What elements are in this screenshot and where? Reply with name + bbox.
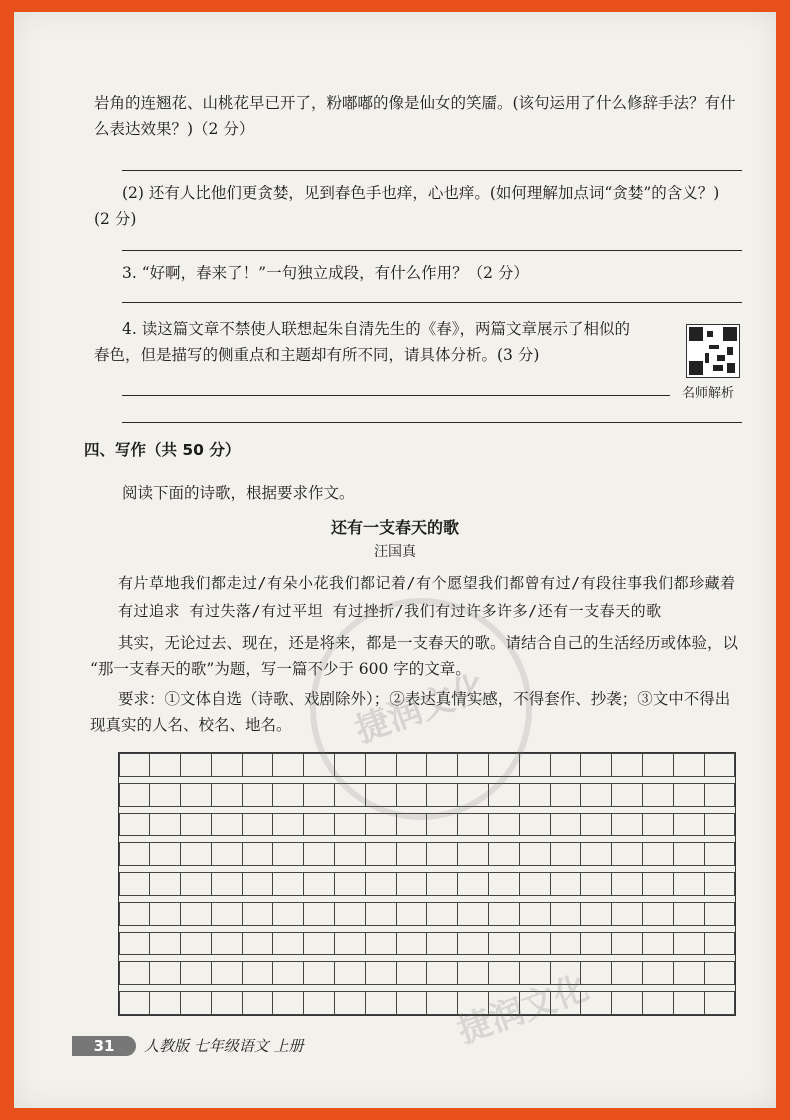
grid-cell[interactable]	[642, 872, 674, 896]
grid-cell[interactable]	[119, 842, 151, 866]
grid-cell[interactable]	[580, 842, 612, 866]
grid-cell[interactable]	[119, 961, 151, 985]
grid-cell[interactable]	[426, 961, 458, 985]
grid-cell[interactable]	[611, 961, 643, 985]
grid-cell[interactable]	[180, 932, 212, 956]
grid-cell[interactable]	[119, 902, 151, 926]
poem-line-2: 有过追求 有过失落/有过平坦 有过挫折/我们有过许多许多/还有一支春天的歌	[118, 602, 662, 620]
grid-cell[interactable]	[334, 991, 366, 1015]
grid-cell[interactable]	[272, 932, 304, 956]
grid-cell[interactable]	[519, 961, 551, 985]
grid-cell[interactable]	[180, 902, 212, 926]
grid-cell[interactable]	[611, 932, 643, 956]
grid-cell[interactable]	[704, 872, 736, 896]
question-4-line1: 4. 读这篇文章不禁使人联想起朱自清先生的《春》，两篇文章展示了相似的	[122, 320, 630, 338]
grid-cell[interactable]	[180, 991, 212, 1015]
grid-cell[interactable]	[396, 842, 428, 866]
grid-cell[interactable]	[365, 961, 397, 985]
grid-cell[interactable]	[149, 902, 181, 926]
grid-cell[interactable]	[396, 991, 428, 1015]
grid-cell[interactable]	[704, 813, 736, 837]
grid-cell[interactable]	[550, 783, 582, 807]
grid-cell[interactable]	[488, 902, 520, 926]
grid-cell[interactable]	[704, 961, 736, 985]
grid-cell[interactable]	[550, 991, 582, 1015]
grid-cell[interactable]	[242, 842, 274, 866]
grid-cell[interactable]	[488, 991, 520, 1015]
grid-cell[interactable]	[673, 872, 705, 896]
grid-cell[interactable]	[211, 783, 243, 807]
grid-cell[interactable]	[426, 813, 458, 837]
grid-cell[interactable]	[611, 991, 643, 1015]
grid-cell[interactable]	[272, 783, 304, 807]
grid-cell[interactable]	[488, 932, 520, 956]
grid-cell[interactable]	[704, 753, 736, 777]
grid-cell[interactable]	[119, 991, 151, 1015]
grid-cell[interactable]	[365, 872, 397, 896]
grid-cell[interactable]	[365, 753, 397, 777]
grid-cell[interactable]	[272, 753, 304, 777]
grid-cell[interactable]	[334, 961, 366, 985]
grid-cell[interactable]	[550, 842, 582, 866]
grid-cell[interactable]	[457, 961, 489, 985]
grid-cell[interactable]	[519, 813, 551, 837]
grid-cell[interactable]	[611, 783, 643, 807]
poem-title: 还有一支春天的歌	[330, 518, 459, 537]
grid-cell[interactable]	[365, 783, 397, 807]
grid-cell[interactable]	[642, 842, 674, 866]
grid-cell[interactable]	[488, 961, 520, 985]
grid-cell[interactable]	[334, 872, 366, 896]
grid-cell[interactable]	[272, 842, 304, 866]
grid-cell[interactable]	[303, 813, 335, 837]
grid-cell[interactable]	[242, 753, 274, 777]
grid-cell[interactable]	[457, 842, 489, 866]
answer-line[interactable]	[122, 250, 742, 251]
grid-cell[interactable]	[457, 872, 489, 896]
grid-cell[interactable]	[673, 991, 705, 1015]
grid-cell[interactable]	[149, 783, 181, 807]
grid-cell[interactable]	[242, 813, 274, 837]
grid-cell[interactable]	[119, 753, 151, 777]
grid-cell[interactable]	[396, 753, 428, 777]
grid-cell[interactable]	[488, 783, 520, 807]
grid-cell[interactable]	[519, 783, 551, 807]
grid-cell[interactable]	[396, 961, 428, 985]
grid-cell[interactable]	[334, 932, 366, 956]
grid-cell[interactable]	[303, 842, 335, 866]
grid-cell[interactable]	[673, 783, 705, 807]
grid-cell[interactable]	[149, 813, 181, 837]
grid-cell[interactable]	[611, 842, 643, 866]
grid-cell[interactable]	[303, 753, 335, 777]
grid-cell[interactable]	[149, 961, 181, 985]
grid-cell[interactable]	[488, 872, 520, 896]
grid-cell[interactable]	[519, 842, 551, 866]
grid-cell[interactable]	[426, 932, 458, 956]
grid-cell[interactable]	[272, 961, 304, 985]
grid-cell[interactable]	[426, 991, 458, 1015]
grid-cell[interactable]	[119, 783, 151, 807]
grid-cell[interactable]	[642, 783, 674, 807]
grid-cell[interactable]	[334, 783, 366, 807]
grid-cell[interactable]	[211, 842, 243, 866]
grid-cell[interactable]	[642, 961, 674, 985]
question-prev-line1: 岩角的连翘花、山桃花早已开了，粉嘟嘟的像是仙女的笑靥。(该句运用了什么修辞手法？有什	[94, 94, 736, 112]
grid-cell[interactable]	[704, 902, 736, 926]
grid-cell[interactable]	[642, 902, 674, 926]
grid-cell[interactable]	[211, 753, 243, 777]
grid-cell[interactable]	[303, 902, 335, 926]
grid-cell[interactable]	[550, 872, 582, 896]
question-4-line2: 春色，但是描写的侧重点和主题却有所不同，请具体分析。(3 分)	[94, 346, 540, 364]
question-prev-line2: 么表达效果？)（2 分）	[94, 120, 255, 138]
grid-cell[interactable]	[149, 991, 181, 1015]
page-number: 31	[72, 1036, 136, 1056]
grid-cell[interactable]	[396, 813, 428, 837]
grid-cell[interactable]	[334, 842, 366, 866]
grid-cell[interactable]	[488, 753, 520, 777]
requirements-line-1: 要求：①文体自选（诗歌、戏剧除外）；②表达真情实感，不得套作、抄袭；③文中不得出	[118, 690, 731, 708]
grid-cell[interactable]	[580, 783, 612, 807]
grid-cell[interactable]	[180, 872, 212, 896]
grid-cell[interactable]	[242, 991, 274, 1015]
grid-cell[interactable]	[303, 961, 335, 985]
grid-cell[interactable]	[642, 932, 674, 956]
grid-cell[interactable]	[580, 813, 612, 837]
grid-cell[interactable]	[673, 932, 705, 956]
grid-cell[interactable]	[365, 991, 397, 1015]
grid-cell[interactable]	[396, 872, 428, 896]
grid-cell[interactable]	[426, 753, 458, 777]
grid-cell[interactable]	[519, 932, 551, 956]
grid-cell[interactable]	[611, 872, 643, 896]
poem-author: 汪国真	[374, 544, 416, 560]
poem-line-1: 有片草地我们都走过/有朵小花我们都记着/有个愿望我们都曾有过/有段往事我们都珍藏着	[118, 574, 736, 592]
grid-cell[interactable]	[457, 991, 489, 1015]
grid-cell[interactable]	[642, 753, 674, 777]
answer-line[interactable]	[122, 170, 742, 171]
prompt-line-2: “那一支春天的歌”为题，写一篇不少于 600 字的文章。	[90, 660, 471, 678]
grid-cell[interactable]	[211, 902, 243, 926]
qr-code-icon[interactable]	[686, 324, 740, 378]
grid-cell[interactable]	[180, 842, 212, 866]
grid-cell[interactable]	[642, 991, 674, 1015]
grid-cell[interactable]	[242, 783, 274, 807]
grid-cell[interactable]	[519, 872, 551, 896]
grid-cell[interactable]	[550, 813, 582, 837]
grid-cell[interactable]	[580, 961, 612, 985]
grid-cell[interactable]	[365, 842, 397, 866]
grid-cell[interactable]	[149, 753, 181, 777]
grid-cell[interactable]	[365, 902, 397, 926]
grid-cell[interactable]	[673, 842, 705, 866]
grid-cell[interactable]	[242, 932, 274, 956]
grid-cell[interactable]	[149, 872, 181, 896]
grid-cell[interactable]	[426, 842, 458, 866]
grid-cell[interactable]	[704, 932, 736, 956]
grid-cell[interactable]	[611, 753, 643, 777]
prompt-line-1: 其实，无论过去、现在，还是将来，都是一支春天的歌。请结合自己的生活经历或体验，以	[118, 634, 739, 652]
grid-cell[interactable]	[211, 932, 243, 956]
grid-cell[interactable]	[180, 753, 212, 777]
grid-cell[interactable]	[303, 872, 335, 896]
grid-cell[interactable]	[580, 932, 612, 956]
grid-cell[interactable]	[334, 902, 366, 926]
grid-cell[interactable]	[488, 813, 520, 837]
grid-cell[interactable]	[180, 783, 212, 807]
question-3: 3. “好啊，春来了！”一句独立成段，有什么作用？（2 分）	[122, 264, 529, 282]
grid-cell[interactable]	[457, 813, 489, 837]
grid-cell[interactable]	[272, 991, 304, 1015]
grid-cell[interactable]	[149, 932, 181, 956]
grid-cell[interactable]	[180, 961, 212, 985]
grid-cell[interactable]	[396, 932, 428, 956]
grid-cell[interactable]	[488, 842, 520, 866]
grid-cell[interactable]	[365, 813, 397, 837]
grid-cell[interactable]	[550, 902, 582, 926]
grid-cell[interactable]	[673, 961, 705, 985]
grid-cell[interactable]	[519, 753, 551, 777]
grid-cell[interactable]	[303, 991, 335, 1015]
grid-cell[interactable]	[519, 902, 551, 926]
grid-cell[interactable]	[334, 813, 366, 837]
book-info: 人教版 七年级语文 上册	[144, 1037, 304, 1055]
grid-cell[interactable]	[550, 961, 582, 985]
grid-cell[interactable]	[426, 783, 458, 807]
writing-grid[interactable]	[118, 752, 736, 1016]
answer-line[interactable]	[122, 302, 742, 303]
grid-cell[interactable]	[642, 813, 674, 837]
grid-cell[interactable]	[211, 991, 243, 1015]
grid-cell[interactable]	[519, 991, 551, 1015]
grid-cell[interactable]	[457, 753, 489, 777]
grid-cell[interactable]	[457, 932, 489, 956]
requirements-line-2: 现真实的人名、校名、地名。	[90, 716, 292, 734]
grid-cell[interactable]	[396, 902, 428, 926]
grid-cell[interactable]	[426, 872, 458, 896]
grid-cell[interactable]	[272, 813, 304, 837]
grid-cell[interactable]	[580, 991, 612, 1015]
grid-cell[interactable]	[550, 753, 582, 777]
grid-cell[interactable]	[242, 961, 274, 985]
grid-cell[interactable]	[396, 783, 428, 807]
watermark-text: 捷润文化	[452, 967, 594, 1052]
grid-cell[interactable]	[119, 932, 151, 956]
answer-line[interactable]	[122, 422, 742, 423]
grid-cell[interactable]	[611, 813, 643, 837]
grid-cell[interactable]	[211, 813, 243, 837]
grid-cell[interactable]	[211, 961, 243, 985]
grid-cell[interactable]	[242, 872, 274, 896]
section-intro: 阅读下面的诗歌，根据要求作文。	[122, 484, 355, 502]
grid-cell[interactable]	[426, 902, 458, 926]
grid-cell[interactable]	[673, 753, 705, 777]
grid-cell[interactable]	[119, 813, 151, 837]
grid-cell[interactable]	[365, 932, 397, 956]
section-heading: 四、写作（共 50 分）	[84, 441, 241, 459]
qr-label: 名师解析	[682, 386, 735, 401]
grid-cell[interactable]	[611, 902, 643, 926]
grid-cell[interactable]	[303, 932, 335, 956]
grid-cell[interactable]	[580, 902, 612, 926]
grid-cell[interactable]	[272, 902, 304, 926]
grid-cell[interactable]	[119, 872, 151, 896]
grid-cell[interactable]	[704, 783, 736, 807]
grid-cell[interactable]	[673, 813, 705, 837]
grid-cell[interactable]	[580, 872, 612, 896]
grid-cell[interactable]	[180, 813, 212, 837]
answer-line[interactable]	[122, 395, 670, 396]
grid-cell[interactable]	[704, 842, 736, 866]
grid-cell[interactable]	[580, 753, 612, 777]
grid-cell[interactable]	[550, 932, 582, 956]
watermark-stamp: 捷润文化	[279, 567, 564, 852]
question-2-line1: (2) 还有人比他们更贪婪，见到春色手也痒，心也痒。(如何理解加点词“贪婪”的含义？)	[122, 184, 720, 202]
worksheet-page	[14, 12, 776, 1108]
grid-cell[interactable]	[334, 753, 366, 777]
grid-cell[interactable]	[211, 872, 243, 896]
question-2-line2: (2 分)	[94, 210, 137, 228]
grid-cell[interactable]	[457, 783, 489, 807]
grid-cell[interactable]	[457, 902, 489, 926]
grid-cell[interactable]	[272, 872, 304, 896]
grid-cell[interactable]	[303, 783, 335, 807]
grid-cell[interactable]	[149, 842, 181, 866]
grid-cell[interactable]	[673, 902, 705, 926]
grid-cell[interactable]	[242, 902, 274, 926]
grid-cell[interactable]	[704, 991, 736, 1015]
